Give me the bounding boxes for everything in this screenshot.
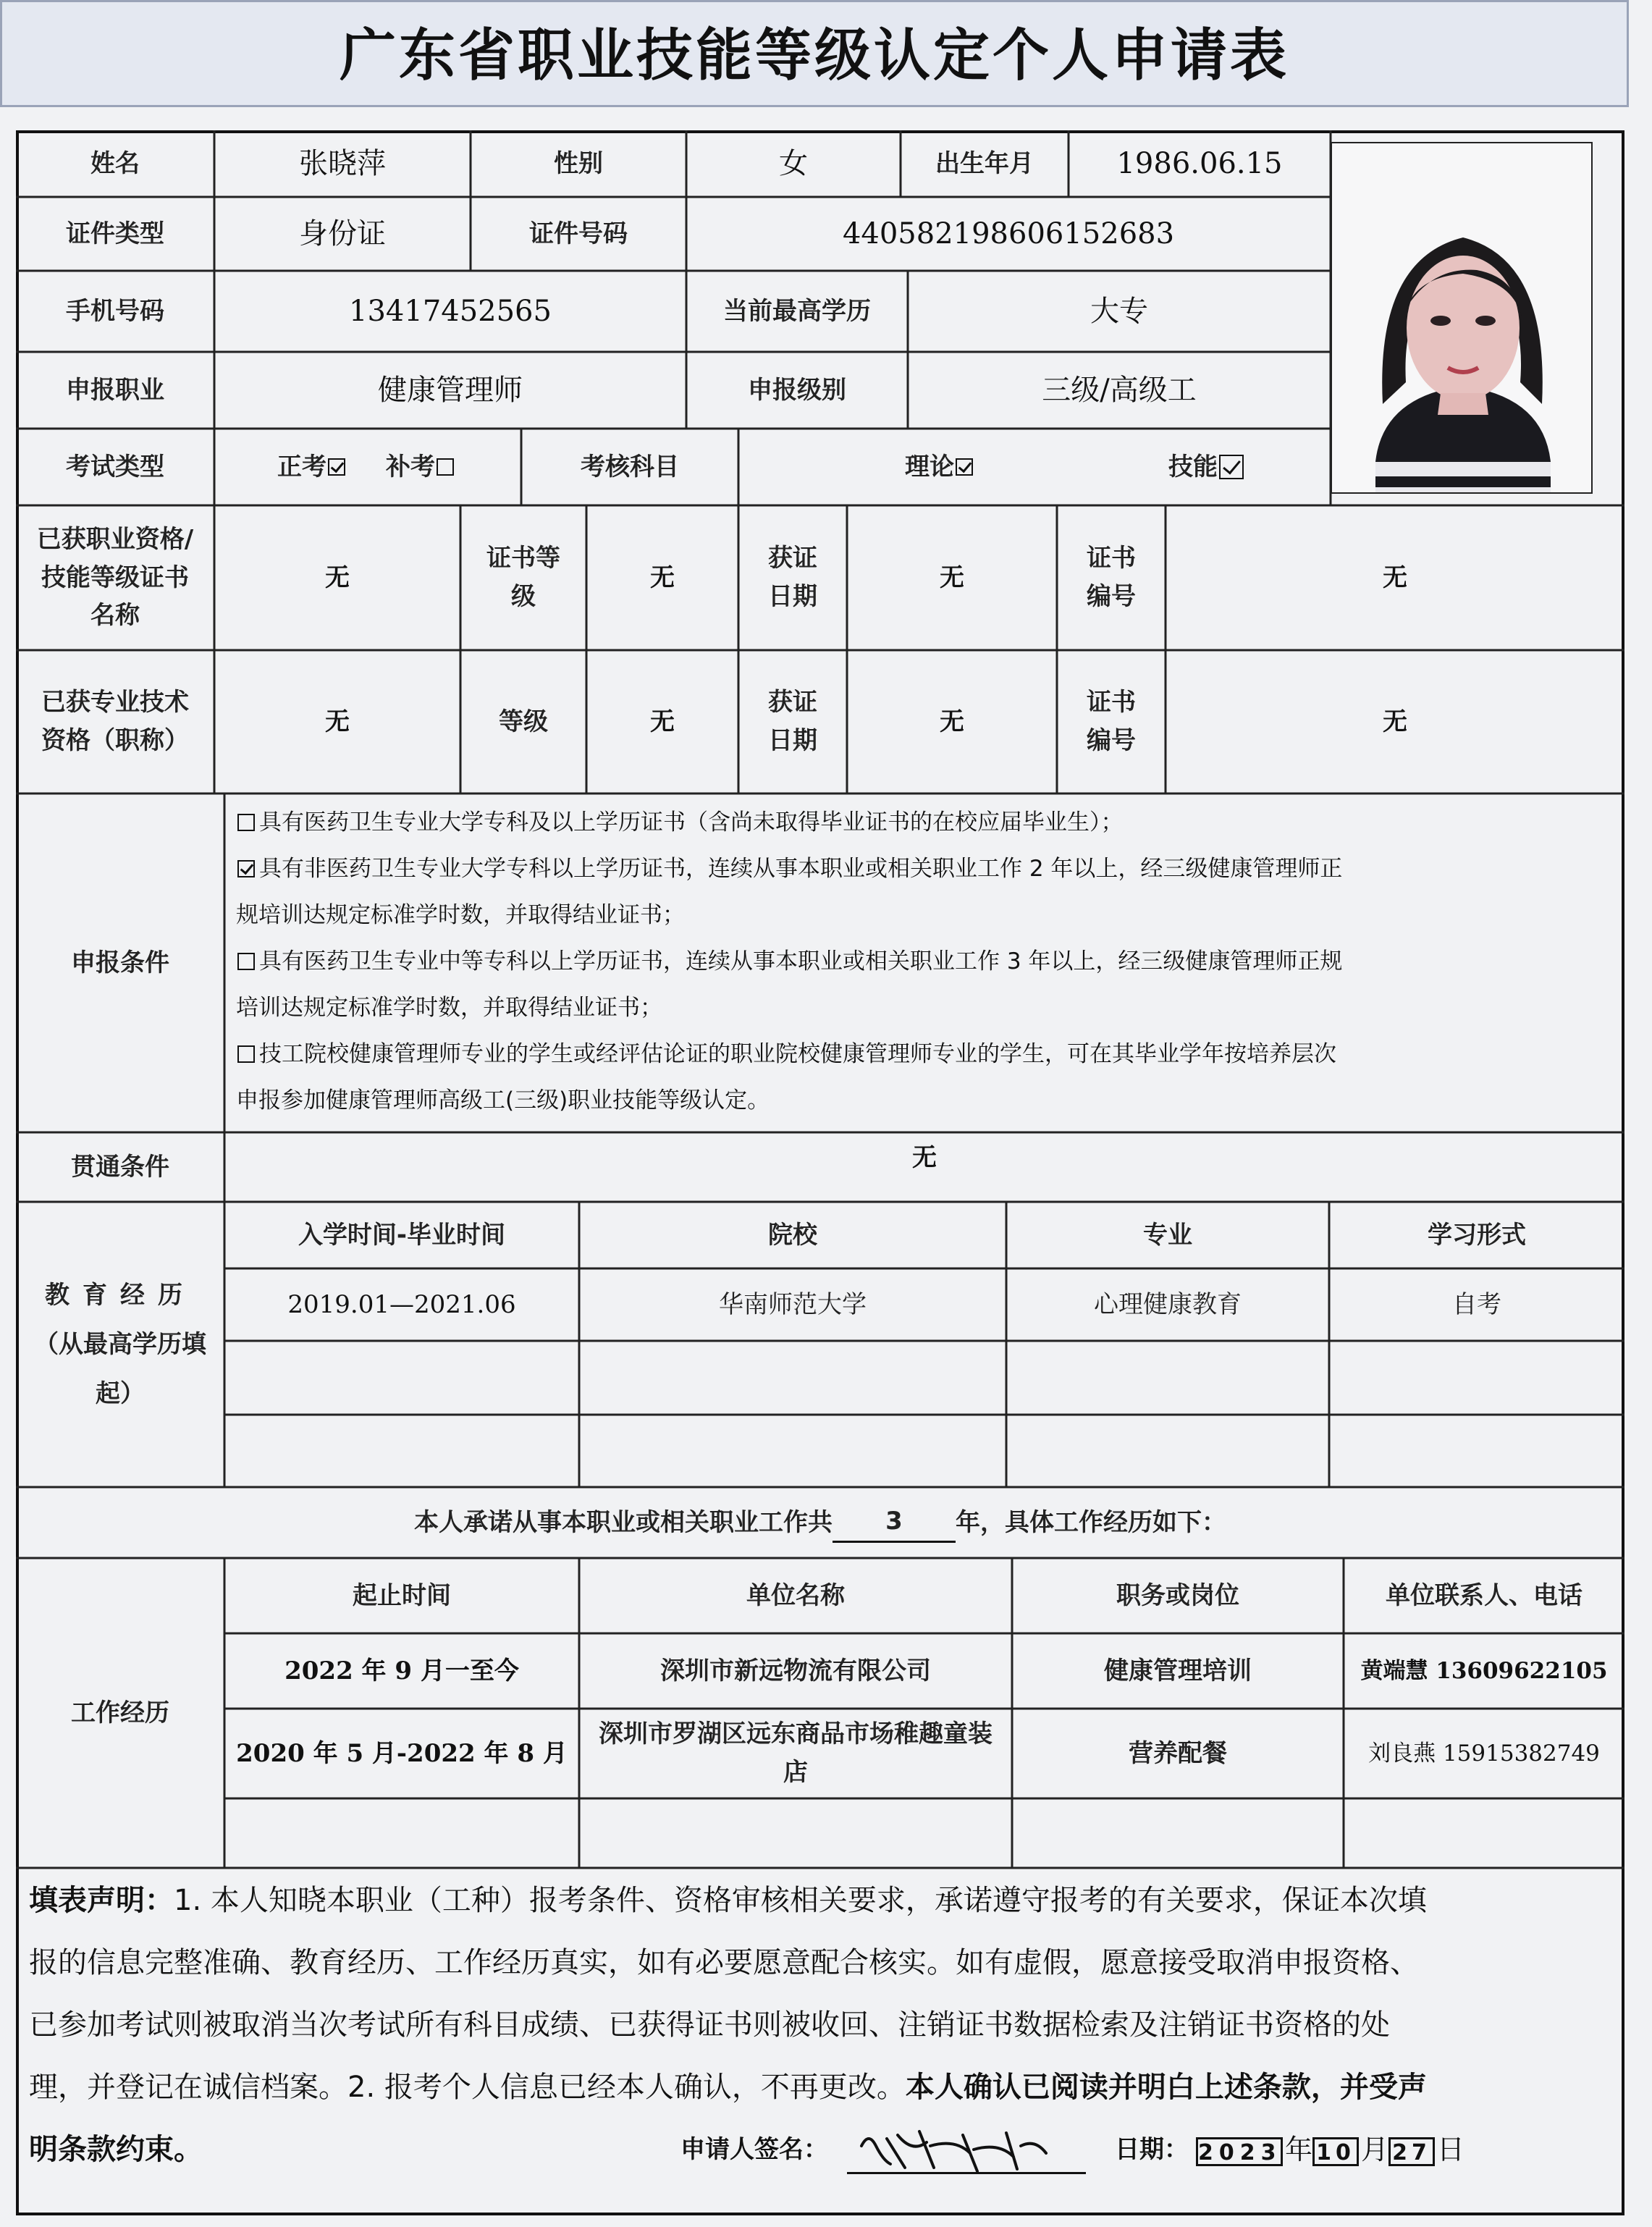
condition-4: 技工院校健康管理师专业的学生或经评估论证的职业院校健康管理师专业的学生，可在其毕业学年按培养层次 xyxy=(236,1031,1597,1077)
exam-type-options xyxy=(214,429,521,505)
value-occupation[interactable]: 健康管理师 xyxy=(378,374,523,407)
condition-3-checkbox[interactable] xyxy=(237,953,255,970)
value-title-no[interactable]: 无 xyxy=(1383,707,1407,736)
condition-4-cont: 申报参加健康管理师高级工(三级)职业技能等级认定。 xyxy=(236,1087,770,1114)
value-phone[interactable]: 13417452565 xyxy=(349,295,552,328)
condition-3: 具有医药卫生专业中等专科以上学历证书，连续从事本职业或相关职业工作 3 年以上，经三级健康管理师正规 xyxy=(236,938,1597,985)
label-title-date: 获证日期 xyxy=(768,688,817,755)
label-cert-name: 已获职业资格/技能等级证书名称 xyxy=(36,524,194,631)
condition-3-cont: 培训达规定标准学时数，并取得结业证书； xyxy=(236,995,662,1021)
edu-row-1-major[interactable]: 心理健康教育 xyxy=(1094,1289,1242,1319)
applicant-photo xyxy=(1331,142,1593,494)
work-header-company: 单位名称 xyxy=(746,1580,845,1610)
label-education: 当前最高学历 xyxy=(723,296,871,326)
value-id-type[interactable]: 身份证 xyxy=(299,217,386,251)
condition-1: 具有医药卫生专业大学专科及以上学历证书（含尚未取得毕业证书的在校应届毕业生）； xyxy=(236,799,1597,846)
label-occupation: 申报职业 xyxy=(66,375,164,405)
declaration-line-2: 报的信息完整准确、教育经历、工作经历真实，如有必要愿意配合核实。如有虚假，愿意接受取消申报资格、 xyxy=(29,1946,1419,1979)
work-row-1-position[interactable]: 健康管理培训 xyxy=(1104,1656,1252,1685)
label-id-type: 证件类型 xyxy=(66,219,164,248)
value-level[interactable]: 三级/高级工 xyxy=(1042,374,1197,407)
exam-skill-checkbox[interactable] xyxy=(1219,455,1244,479)
page-title: 广东省职业技能等级认定个人申请表 xyxy=(339,23,1289,88)
work-row-2-period[interactable]: 2020 年 5 月-2022 年 8 月 xyxy=(236,1738,568,1768)
value-title-grade[interactable]: 无 xyxy=(650,707,675,736)
edu-row-1-mode[interactable]: 自考 xyxy=(1452,1289,1501,1319)
label-title-no: 证书编号 xyxy=(1087,688,1136,755)
exam-makeup-label: 补考 xyxy=(386,452,435,481)
label-cert-grade: 证书等级 xyxy=(486,544,560,611)
value-name[interactable]: 张晓萍 xyxy=(299,147,386,180)
condition-2: 具有非医药卫生专业大学专科以上学历证书，连续从事本职业或相关职业工作 2 年以上，经三级健康管理师正 xyxy=(236,846,1597,892)
signature-field[interactable] xyxy=(847,2124,1086,2174)
value-title-name[interactable]: 无 xyxy=(325,707,350,736)
value-title-date[interactable]: 无 xyxy=(940,707,964,736)
label-phone: 手机号码 xyxy=(66,296,164,326)
work-header-period: 起止时间 xyxy=(353,1580,451,1610)
signature-image xyxy=(847,2124,1064,2175)
edu-row-1-period[interactable]: 2019.01—2021.06 xyxy=(287,1289,516,1319)
label-exam-type: 考试类型 xyxy=(66,452,164,481)
value-id-number[interactable]: 440582198606152683 xyxy=(842,217,1175,251)
value-gender[interactable]: 女 xyxy=(779,147,808,180)
value-cert-date[interactable]: 无 xyxy=(940,563,964,592)
work-row-2-company[interactable]: 深圳市罗湖区远东商品市场稚趣童装店 xyxy=(599,1719,993,1787)
declaration-line-4: 理，并登记在诚信档案。2. 报考个人信息已经本人确认，不再更改。本人确认已阅读并明白上述条款，并受声 xyxy=(29,2071,1427,2104)
declaration-line-5: 明条款约束。 申请人签名： 日期： 2023 年 10 月 27 日 xyxy=(29,2118,1614,2181)
label-cert-date: 获证日期 xyxy=(768,544,817,611)
label-through: 贯通条件 xyxy=(71,1152,169,1182)
edu-header-major: 专业 xyxy=(1143,1220,1192,1250)
value-education[interactable]: 大专 xyxy=(1090,295,1148,328)
exam-theory-checkbox[interactable] xyxy=(956,458,973,476)
date-field[interactable]: 2023 年 10 月 27 日 xyxy=(1196,2118,1465,2181)
work-row-1-company[interactable]: 深圳市新远物流有限公司 xyxy=(660,1656,931,1685)
edu-header-period: 入学时间-毕业时间 xyxy=(298,1220,506,1250)
date-label: 日期： xyxy=(1115,2135,1189,2164)
value-cert-no[interactable]: 无 xyxy=(1383,563,1407,592)
label-name: 姓名 xyxy=(90,148,140,178)
work-commitment xyxy=(16,1487,1624,1558)
condition-1-checkbox[interactable] xyxy=(237,814,255,831)
signature-label: 申请人签名： xyxy=(680,2135,828,2164)
condition-4-checkbox[interactable] xyxy=(237,1045,255,1063)
education-history-note: （从最高学历填起） xyxy=(34,1330,206,1408)
exam-theory-label: 理论 xyxy=(905,452,954,481)
condition-2-checkbox[interactable] xyxy=(237,860,255,877)
label-title-name: 已获专业技术资格（职称） xyxy=(41,688,189,755)
value-cert-name[interactable]: 无 xyxy=(325,563,350,592)
value-cert-grade[interactable]: 无 xyxy=(650,563,675,592)
label-work-history: 工作经历 xyxy=(71,1698,169,1727)
label-title-grade: 等级 xyxy=(499,707,548,736)
work-commit-years[interactable]: 3 xyxy=(833,1502,956,1543)
date-day: 27 xyxy=(1388,2137,1435,2166)
exam-skill xyxy=(1086,429,1331,505)
declaration xyxy=(29,1869,1614,2181)
exam-regular-checkbox[interactable] xyxy=(328,458,345,476)
condition-2-cont: 规培训达规定标准学时数，并取得结业证书； xyxy=(236,902,685,928)
label-conditions: 申报条件 xyxy=(71,948,169,977)
label-education-history xyxy=(16,1202,224,1487)
work-row-2-position[interactable]: 营养配餐 xyxy=(1129,1738,1227,1768)
edu-header-mode: 学习形式 xyxy=(1428,1220,1526,1250)
label-birth: 出生年月 xyxy=(935,148,1034,178)
work-row-1-contact[interactable]: 黄端慧 13609622105 xyxy=(1360,1657,1608,1684)
edu-header-school: 院校 xyxy=(768,1220,817,1250)
declaration-line-1: 填表声明：1. 本人知晓本职业（工种）报考条件、资格审核相关要求，承诺遵守报考的有关要求，保证本次填 xyxy=(29,1884,1427,1917)
work-row-2-contact[interactable]: 刘良燕 15915382749 xyxy=(1368,1740,1600,1767)
education-history-title: 教育经历 xyxy=(45,1281,195,1310)
work-header-position: 职务或岗位 xyxy=(1116,1580,1239,1610)
exam-makeup-checkbox[interactable] xyxy=(437,458,454,476)
value-through[interactable]: 无 xyxy=(912,1142,937,1172)
label-exam-subject: 考核科目 xyxy=(581,452,679,481)
label-level: 申报级别 xyxy=(748,375,846,405)
work-commit-after: 年，具体工作经历如下： xyxy=(956,1507,1226,1537)
work-row-1-period[interactable]: 2022 年 9 月一至今 xyxy=(285,1656,519,1685)
declaration-line-3: 已参加考试则被取消当次考试所有科目成绩、已获得证书则被收回、注销证书数据检索及注销证书资格的处 xyxy=(29,2008,1390,2042)
date-month: 10 xyxy=(1312,2137,1359,2166)
work-header-contact: 单位联系人、电话 xyxy=(1386,1580,1583,1610)
exam-theory xyxy=(738,429,1144,505)
edu-row-1-school[interactable]: 华南师范大学 xyxy=(719,1289,867,1319)
exam-regular-label: 正考 xyxy=(277,452,326,481)
date-year: 2023 xyxy=(1196,2137,1283,2166)
label-id-number: 证件号码 xyxy=(529,219,628,248)
work-commit-before: 本人承诺从事本职业或相关职业工作共 xyxy=(414,1507,833,1537)
label-gender: 性别 xyxy=(554,148,603,178)
value-birth[interactable]: 1986.06.15 xyxy=(1116,147,1283,180)
conditions-list xyxy=(236,799,1597,1124)
label-cert-no: 证书编号 xyxy=(1087,544,1136,611)
exam-skill-label: 技能 xyxy=(1168,452,1218,481)
